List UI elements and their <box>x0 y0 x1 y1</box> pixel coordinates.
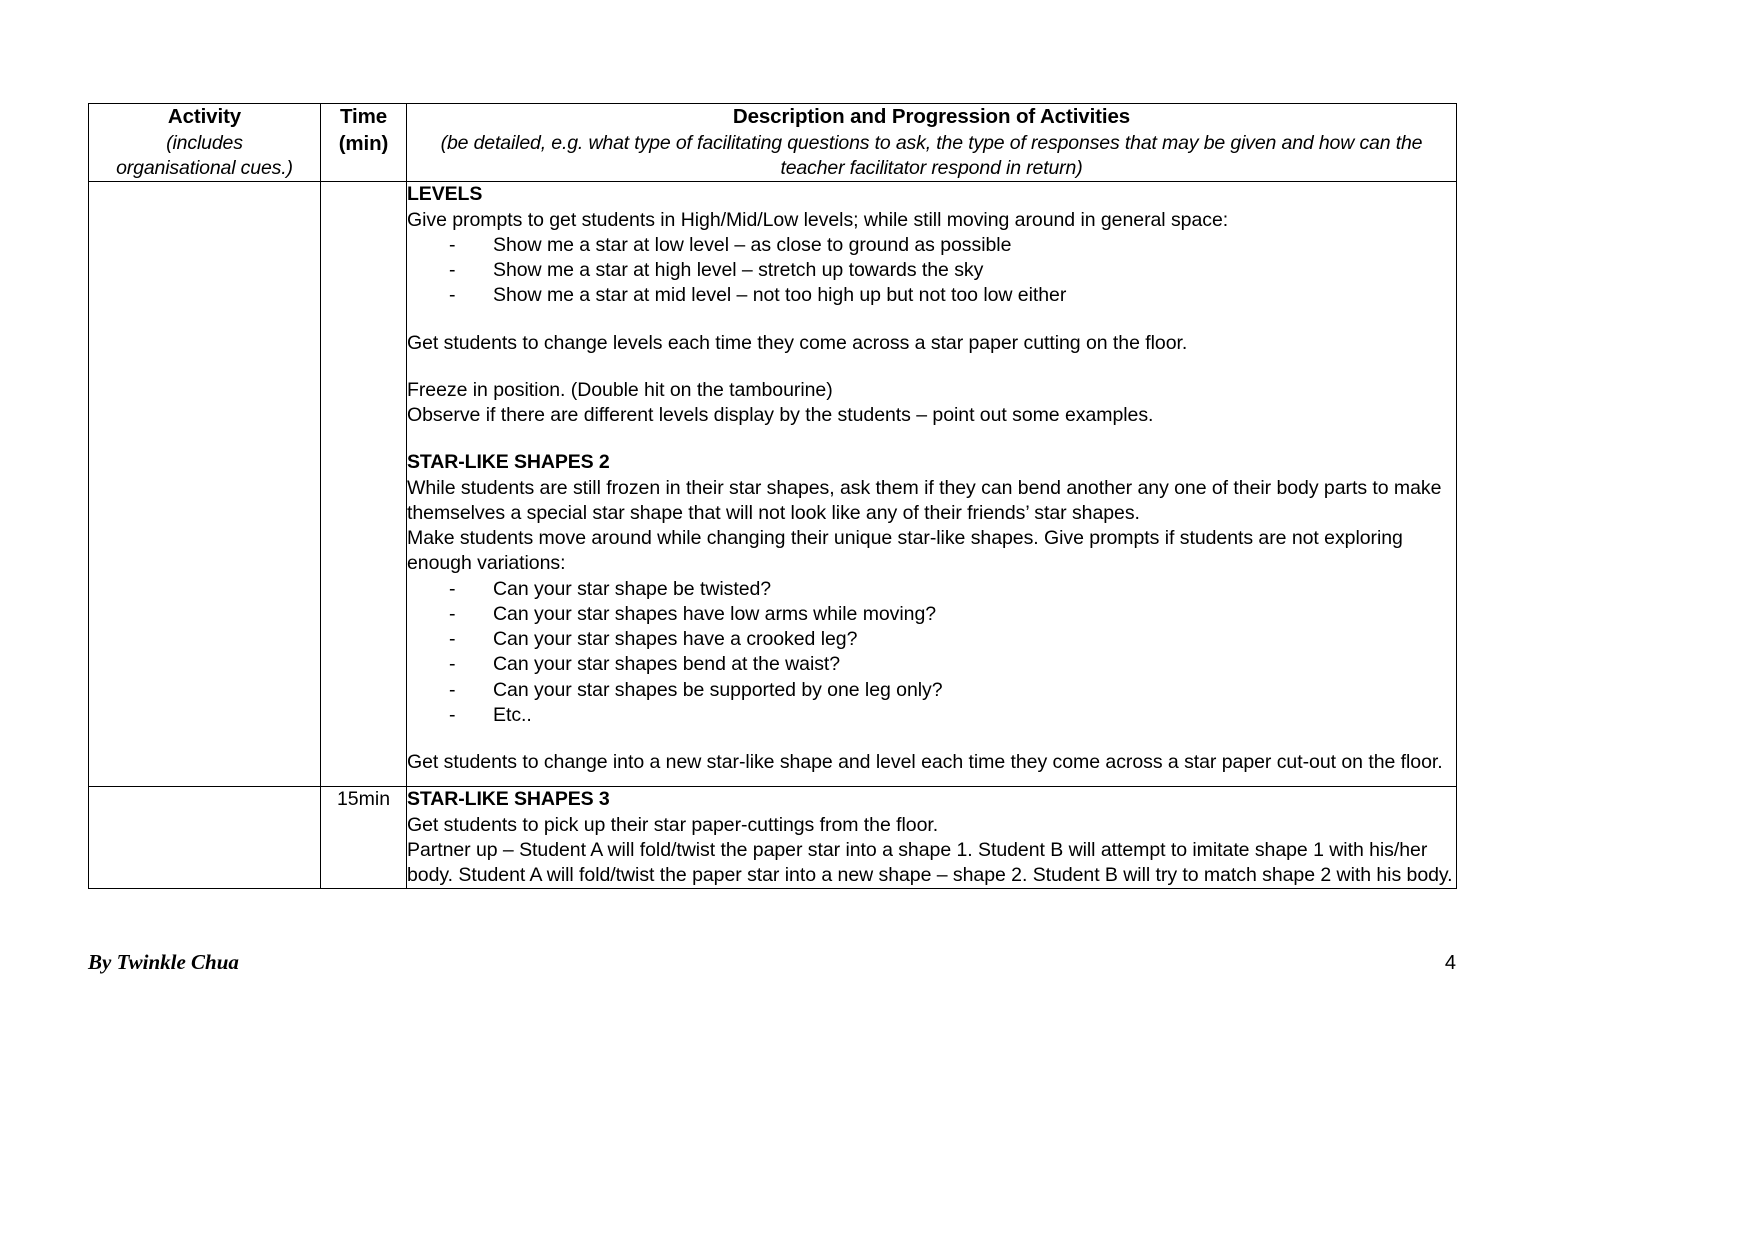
footer-author: By Twinkle Chua <box>88 950 239 974</box>
page-footer <box>88 950 1456 975</box>
row2-time-cell <box>321 787 407 889</box>
header-description-title: Description and Progression of Activities <box>732 105 1131 128</box>
footer-page-number: 4 <box>1444 952 1456 974</box>
spacer <box>407 309 1456 331</box>
dash-bullet-icon: - <box>449 602 456 625</box>
list-item <box>445 652 1456 677</box>
row2-description-cell <box>407 787 1457 889</box>
list-item-label: Can your star shapes be supported by one leg only? <box>493 678 943 701</box>
list-item-label: Can your star shapes have low arms while moving? <box>493 602 937 625</box>
header-time-unit: (min) <box>338 131 389 155</box>
spacer <box>407 728 1456 750</box>
list-item <box>445 602 1456 627</box>
table-header-row <box>89 104 1457 182</box>
dash-bullet-icon: - <box>449 628 456 651</box>
shapes2-bullet-list <box>407 577 1456 729</box>
table-row <box>89 787 1457 889</box>
levels-bullet-list <box>407 233 1456 309</box>
levels-heading: LEVELS <box>407 183 483 206</box>
spacer <box>407 356 1456 378</box>
list-item <box>445 678 1456 703</box>
list-item-label: Can your star shapes bend at the waist? <box>493 653 841 676</box>
shapes3-paragraph-2: Partner up – Student A will fold/twist the paper star into a shape 1. Student B will attempt to imitate shape 1 with his/her body. Student A will fold/twist the paper star into a new shape – shape 2. Student B will try to match shape 2 with his body. <box>407 838 1453 887</box>
header-activity-sub-line1: (includes <box>166 131 243 154</box>
list-item-label: Etc.. <box>493 703 532 726</box>
header-activity-sub-line2: organisational cues.) <box>116 156 293 179</box>
header-cell-description <box>407 104 1457 182</box>
dash-bullet-icon: - <box>449 703 456 726</box>
row1-activity-cell <box>89 182 321 787</box>
list-item <box>445 577 1456 602</box>
header-cell-activity <box>89 104 321 182</box>
dash-bullet-icon: - <box>449 233 456 256</box>
list-item <box>445 627 1456 652</box>
dash-bullet-icon: - <box>449 653 456 676</box>
row2-activity-cell <box>89 787 321 889</box>
dash-bullet-icon: - <box>449 678 456 701</box>
dash-bullet-icon: - <box>449 577 456 600</box>
list-item-label: Show me a star at low level – as close to ground as possible <box>493 233 1012 256</box>
table-row <box>89 182 1457 787</box>
shapes2-closing-paragraph: Get students to change into a new star-like shape and level each time they come across a star paper cut-out on the floor. <box>407 751 1443 774</box>
row2-time-text: 15min <box>336 788 391 811</box>
spacer <box>407 428 1456 450</box>
dash-bullet-icon: - <box>449 284 456 307</box>
list-item-label: Can your star shapes have a crooked leg? <box>493 628 858 651</box>
list-item <box>445 283 1456 308</box>
list-item <box>445 233 1456 258</box>
dash-bullet-icon: - <box>449 259 456 282</box>
list-item-label: Can your star shape be twisted? <box>493 577 772 600</box>
header-description-sub: (be detailed, e.g. what type of facilitating questions to ask, the type of responses that may be given and how can the teacher facilitator respond in return) <box>440 131 1423 179</box>
star-like-shapes-2-heading: STAR-LIKE SHAPES 2 <box>407 451 610 474</box>
header-time-title: Time <box>339 105 388 128</box>
list-item-label: Show me a star at mid level – not too high up but not too low either <box>493 284 1067 307</box>
lesson-plan-table <box>88 103 1457 889</box>
row1-description-cell <box>407 182 1457 787</box>
header-activity-title: Activity <box>167 105 242 128</box>
shapes2-paragraph-2: Make students move around while changing their unique star-like shapes. Give prompts if students are not exploring enough variations: <box>407 527 1403 575</box>
header-cell-time <box>321 104 407 182</box>
list-item <box>445 258 1456 283</box>
shapes3-paragraph-1: Get students to pick up their star paper-cuttings from the floor. <box>407 813 939 836</box>
row1-time-cell <box>321 182 407 787</box>
freeze-paragraph: Freeze in position. (Double hit on the tambourine) <box>407 378 833 401</box>
shapes2-paragraph-1: While students are still frozen in their star shapes, ask them if they can bend another any one of their body parts to make themselves a special star shape that will not look like any of their friends’ star shapes. <box>407 476 1442 524</box>
spacer <box>407 775 1456 786</box>
list-item <box>445 703 1456 728</box>
levels-change-paragraph: Get students to change levels each time they come across a star paper cutting on the floor. <box>407 331 1188 354</box>
star-like-shapes-3-heading: STAR-LIKE SHAPES 3 <box>407 788 610 811</box>
levels-intro: Give prompts to get students in High/Mid/Low levels; while still moving around in general space: <box>407 208 1229 231</box>
list-item-label: Show me a star at high level – stretch up towards the sky <box>493 259 984 282</box>
observe-paragraph: Observe if there are different levels display by the students – point out some examples. <box>407 404 1154 427</box>
